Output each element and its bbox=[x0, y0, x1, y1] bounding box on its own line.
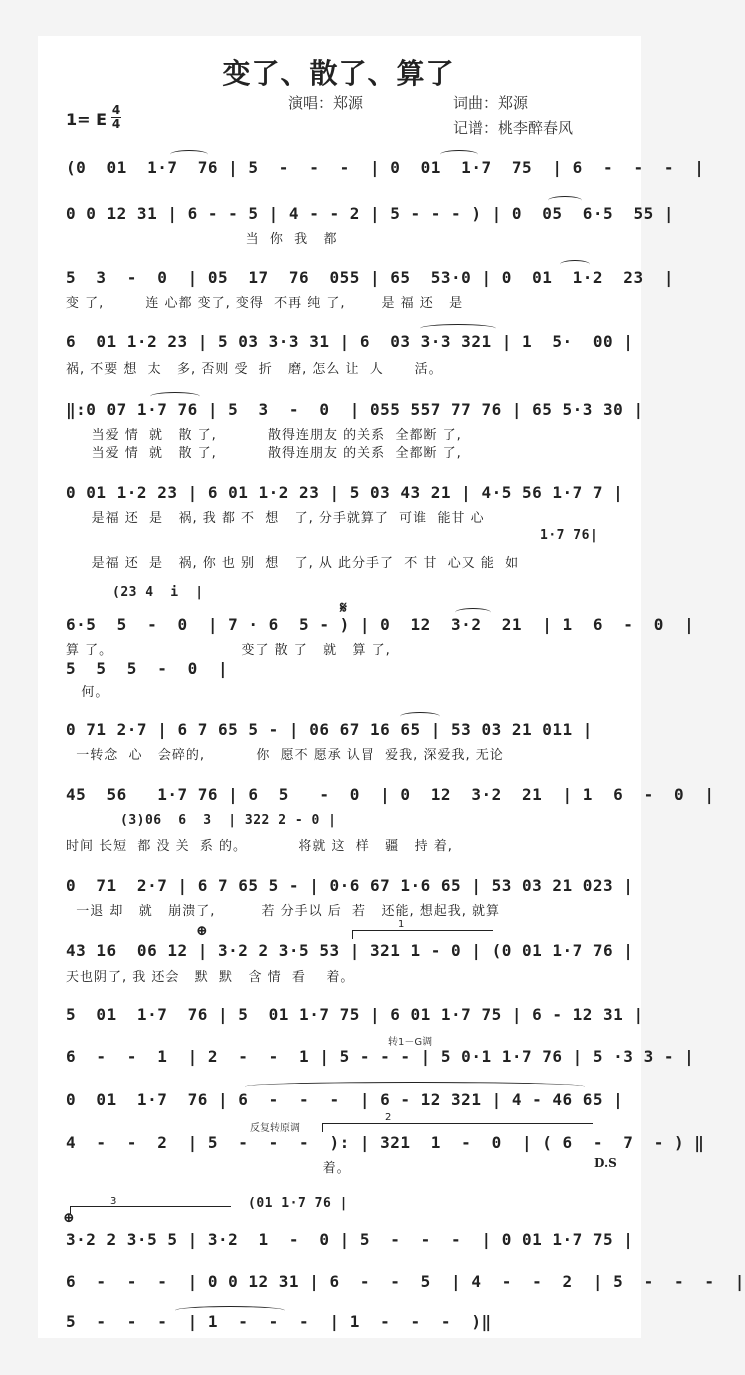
lyric-line: 当 你 我 都 bbox=[66, 232, 338, 247]
lyric-line: 一退 却 就 崩溃了, 若 分手以 后 若 还能, 想起我, 就算 bbox=[66, 904, 500, 919]
alt-notation: 5 5 5 - 0 | bbox=[66, 659, 229, 678]
slur bbox=[170, 150, 208, 159]
alt-notation: (23 4 i | bbox=[112, 585, 204, 600]
ending-number: 1 bbox=[398, 919, 405, 930]
lyric-line: 天也阴了, 我 还会 默 默 含 情 看 着。 bbox=[66, 970, 355, 985]
return-key-note: 反复转原调 bbox=[250, 1123, 300, 1134]
time-signature bbox=[111, 104, 121, 131]
ending-bracket bbox=[322, 1123, 593, 1132]
slur bbox=[175, 1306, 285, 1315]
ending-number: 2 bbox=[385, 1112, 392, 1123]
alt-notation: (3)06 6 3 | 322 2 - 0 | bbox=[120, 813, 337, 828]
slur bbox=[150, 392, 200, 401]
ending-number: 3 bbox=[110, 1196, 117, 1207]
lyric-line: 何。 bbox=[66, 685, 110, 700]
singer-credit: 演唱：郑源 bbox=[288, 94, 364, 112]
coda-mark: ⊕ bbox=[63, 1210, 75, 1226]
slur bbox=[400, 712, 440, 721]
key-signature: 1= E bbox=[66, 110, 108, 129]
ending-bracket bbox=[70, 1206, 231, 1215]
notation-line: 0 01 1·7 76 | 6 - - - | 6 - 12 321 | 4 - 46 65 | bbox=[66, 1090, 624, 1109]
notation-line: 3·2 2 3·5 5 | 3·2 1 - 0 | 5 - - - | 0 01 1·7 75 | bbox=[66, 1230, 634, 1249]
lyric-line: 一转念 心 会碎的, 你 愿不 愿承 认冒 爱我, 深爱我, 无论 bbox=[66, 748, 504, 763]
notation-line: ‖:0 07 1·7 76 | 5 3 - 0 | 055 557 77 76 | 65 5·3 30 | bbox=[66, 400, 644, 419]
lyric-line: 着。 bbox=[66, 1161, 351, 1176]
segno-mark: 𝄋 bbox=[340, 598, 347, 617]
alt-notation: (01 1·7 76 | bbox=[248, 1196, 348, 1211]
lyric-line: 算 了。 变了 散 了 就 算 了, bbox=[66, 643, 391, 658]
notation-line: 6 - - 1 | 2 - - 1 | 5 - - - | 5 0·1 1·7 76 | 5 ·3 3 - | bbox=[66, 1047, 695, 1066]
notation-line: 4 - - 2 | 5 - - - ): | 321 1 - 0 | ( 6 - 7 - ) ‖ bbox=[66, 1133, 705, 1152]
notation-line: 6 01 1·2 23 | 5 03 3·3 31 | 6 03 3·3 321 | 1 5· 00 | bbox=[66, 332, 634, 351]
notation-line: 6·5 5 - 0 | 7 · 6 5 - ) | 0 12 3·2 21 | 1 6 - 0 | bbox=[66, 615, 695, 634]
lyric-line: 当爱 情 就 散 了, 散得连朋友 的关系 全都断 了, bbox=[66, 428, 462, 443]
notation-line: 43 16 06 12 | 3·2 2 3·5 53 | 321 1 - 0 | (0 01 1·7 76 | bbox=[66, 941, 634, 960]
song-title: 变了、散了、算了 bbox=[222, 57, 455, 90]
time-signature-bottom: 4 bbox=[111, 117, 121, 131]
coda-mark: ⊕ bbox=[196, 923, 208, 939]
notation-line: 0 01 1·2 23 | 6 01 1·2 23 | 5 03 43 21 | 4·5 56 1·7 7 | bbox=[66, 483, 624, 502]
notation-line: 5 01 1·7 76 | 5 01 1·7 75 | 6 01 1·7 75 | 6 - 12 31 | bbox=[66, 1005, 644, 1024]
lyric-line: 变 了, 连 心都 变了, 变得 不再 纯 了, 是 福 还 是 bbox=[66, 296, 464, 311]
transcriber-credit: 记谱：桃李醉春风 bbox=[453, 119, 574, 137]
lyric-line: 是福 还 是 祸, 我 都 不 想 了, 分手就算了 可谁 能甘 心 bbox=[66, 511, 485, 526]
notation-line: 0 0 12 31 | 6 - - 5 | 4 - - 2 | 5 - - - ) | 0 05 6·5 55 | bbox=[66, 204, 674, 223]
ds-mark: D.S bbox=[594, 1156, 617, 1170]
notation-line: 0 71 2·7 | 6 7 65 5 - | 0·6 67 1·6 65 | 53 03 21 023 | bbox=[66, 876, 634, 895]
lyric-line: 时间 长短 都 没 关 系 的。 将就 这 样 疆 持 着, bbox=[66, 839, 453, 854]
slur bbox=[455, 608, 491, 617]
slur bbox=[420, 324, 496, 333]
lyric-line: 是福 还 是 祸, 你 也 别 想 了, 从 此分手了 不 甘 心又 能 如 bbox=[66, 556, 520, 571]
lyric-line: 当爱 情 就 散 了, 散得连朋友 的关系 全都断 了, bbox=[66, 446, 462, 461]
time-signature-top: 4 bbox=[111, 103, 121, 117]
lyric-line: 祸, 不要 想 太 多, 否则 受 折 磨, 怎么 让 人 活。 bbox=[66, 362, 443, 377]
slur bbox=[548, 196, 582, 205]
notation-line: (0 01 1·7 76 | 5 - - - | 0 01 1·7 75 | 6 - - - | bbox=[66, 158, 705, 177]
notation-line: 5 3 - 0 | 05 17 76 055 | 65 53·0 | 0 01 1·2 23 | bbox=[66, 268, 674, 287]
alt-notation: 1·7 76| bbox=[540, 528, 599, 543]
slur bbox=[560, 260, 590, 269]
notation-line: 0 71 2·7 | 6 7 65 5 - | 06 67 16 65 | 53 03 21 011 | bbox=[66, 720, 593, 739]
transpose-note: 转1－G调 bbox=[388, 1037, 433, 1048]
notation-line: 5 - - - | 1 - - - | 1 - - - )‖ bbox=[66, 1312, 492, 1331]
composer-credit: 词曲：郑源 bbox=[453, 94, 529, 112]
slur bbox=[440, 150, 478, 159]
slur bbox=[245, 1082, 585, 1091]
notation-line: 45 56 1·7 76 | 6 5 - 0 | 0 12 3·2 21 | 1 6 - 0 | bbox=[66, 785, 715, 804]
ending-bracket bbox=[352, 930, 493, 939]
notation-line: 6 - - - | 0 0 12 31 | 6 - - 5 | 4 - - 2 | 5 - - - | bbox=[66, 1272, 745, 1291]
